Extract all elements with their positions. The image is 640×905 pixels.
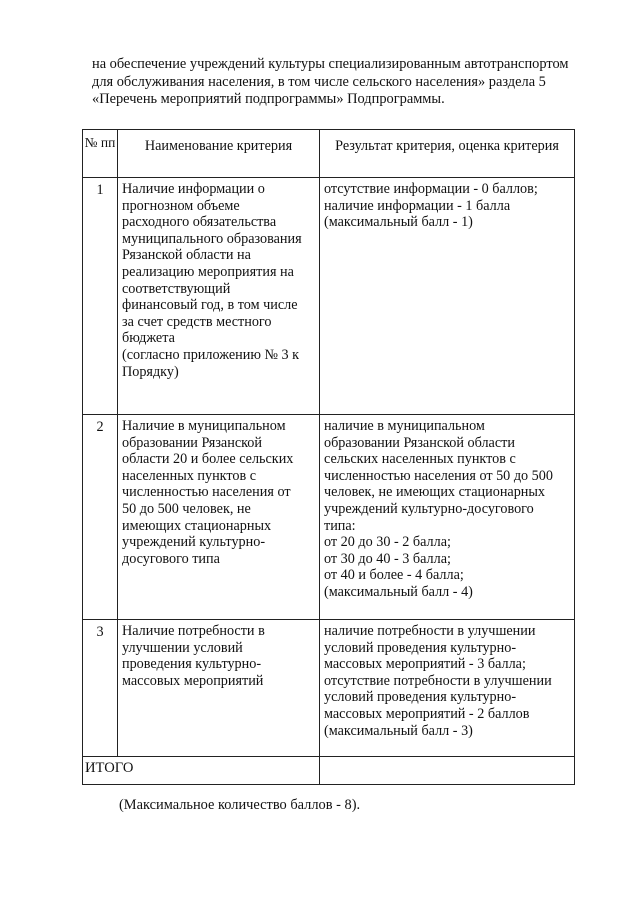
- criterion-name-line: улучшении условий: [122, 639, 243, 656]
- criterion-name-line: образовании Рязанской: [122, 434, 262, 451]
- criterion-name-line: имеющих стационарных: [122, 517, 272, 534]
- table-header-row: [83, 130, 575, 178]
- criterion-result-line: численностью населения от 50 до 500: [324, 467, 553, 484]
- criterion-result-line: от 30 до 40 - 3 балла;: [324, 550, 451, 567]
- criterion-result-cell: [320, 178, 575, 415]
- intro-line: для обслуживания населения, в том числе сельского населения» раздела 5: [92, 73, 546, 90]
- criterion-name-line: реализацию мероприятия на: [122, 263, 294, 280]
- criterion-result-line: человек, не имеющих стационарных: [324, 484, 546, 501]
- criterion-name-line: финансовый год, в том числе: [122, 297, 298, 314]
- criterion-name-line: прогнозном объеме: [122, 197, 240, 214]
- criterion-result-line: учреждений культурно-досугового: [324, 500, 534, 517]
- criterion-result-line: от 20 до 30 - 2 балла;: [324, 534, 451, 551]
- criterion-name-line: досугового типа: [122, 550, 220, 567]
- criterion-result-line: массовых мероприятий - 3 балла;: [324, 656, 526, 673]
- total-label: ИТОГО: [83, 757, 320, 785]
- criterion-result-line: от 40 и более - 4 балла;: [324, 567, 464, 584]
- criterion-name-line: за счет средств местного: [122, 313, 272, 330]
- criterion-result-line: массовых мероприятий - 2 баллов: [324, 705, 530, 722]
- criterion-result-line: (максимальный балл - 1): [324, 214, 473, 231]
- criterion-name-line: бюджета: [122, 330, 175, 347]
- criterion-name-line: Наличие информации о: [122, 181, 265, 197]
- criterion-name-line: учреждений культурно-: [122, 534, 266, 551]
- criterion-name-line: соответствующий: [122, 280, 231, 297]
- criterion-name-line: населенных пунктов с: [122, 467, 257, 484]
- criteria-table: [82, 129, 575, 785]
- criterion-result-line: (максимальный балл - 3): [324, 722, 473, 739]
- criterion-result-line: наличие потребности в улучшении: [324, 623, 536, 639]
- criterion-result-line: наличие в муниципальном: [324, 418, 485, 434]
- criterion-name-line: Наличие в муниципальном: [122, 418, 286, 434]
- criterion-name-line: проведения культурно-: [122, 656, 262, 673]
- intro-line: на обеспечение учреждений культуры специализированным автотранспортом: [92, 56, 569, 72]
- intro-line: «Перечень мероприятий подпрограммы» Подпрограммы.: [92, 91, 445, 107]
- criterion-name-cell: [118, 415, 320, 620]
- criterion-result-line: (максимальный балл - 4): [324, 583, 473, 600]
- total-row: [83, 757, 575, 785]
- criterion-name-line: Наличие потребности в: [122, 623, 265, 639]
- criterion-name-line: Порядку): [122, 363, 179, 380]
- row-number: 3: [83, 620, 118, 757]
- table-row: [83, 620, 575, 757]
- criterion-name-line: Рязанской области на: [122, 247, 251, 264]
- criterion-name-line: (согласно приложению № 3 к: [122, 346, 300, 363]
- criterion-result-cell: [320, 415, 575, 620]
- header-number: № пп: [83, 130, 118, 178]
- criterion-name-line: расходного обязательства: [122, 214, 277, 231]
- max-score-note: (Максимальное количество баллов - 8).: [119, 797, 361, 813]
- criterion-name-cell: [118, 620, 320, 757]
- header-criterion-result: Результат критерия, оценка критерия: [320, 130, 575, 178]
- row-number: 1: [83, 178, 118, 415]
- criterion-name-cell: [118, 178, 320, 415]
- header-criterion-name: Наименование критерия: [118, 130, 320, 178]
- criterion-result-line: наличие информации - 1 балла: [324, 197, 511, 214]
- table-row: [83, 415, 575, 620]
- criterion-name-line: 50 до 500 человек, не: [122, 500, 251, 517]
- criterion-result-line: условий проведения культурно-: [324, 689, 517, 706]
- criterion-result-line: отсутствие информации - 0 баллов;: [324, 181, 538, 197]
- criterion-result-line: типа:: [324, 517, 356, 534]
- criterion-result-line: условий проведения культурно-: [324, 639, 517, 656]
- total-value: [320, 757, 575, 785]
- criterion-result-line: отсутствие потребности в улучшении: [324, 672, 552, 689]
- criterion-result-line: сельских населенных пунктов с: [324, 451, 516, 468]
- criterion-result-cell: [320, 620, 575, 757]
- table-row: [83, 178, 575, 415]
- criterion-name-line: массовых мероприятий: [122, 672, 264, 689]
- row-number: 2: [83, 415, 118, 620]
- criterion-name-line: муниципального образования: [122, 230, 302, 247]
- criterion-name-line: области 20 и более сельских: [122, 451, 294, 468]
- criterion-result-line: образовании Рязанской области: [324, 434, 515, 451]
- intro-paragraph: [92, 56, 574, 109]
- criterion-name-line: численностью населения от: [122, 484, 291, 501]
